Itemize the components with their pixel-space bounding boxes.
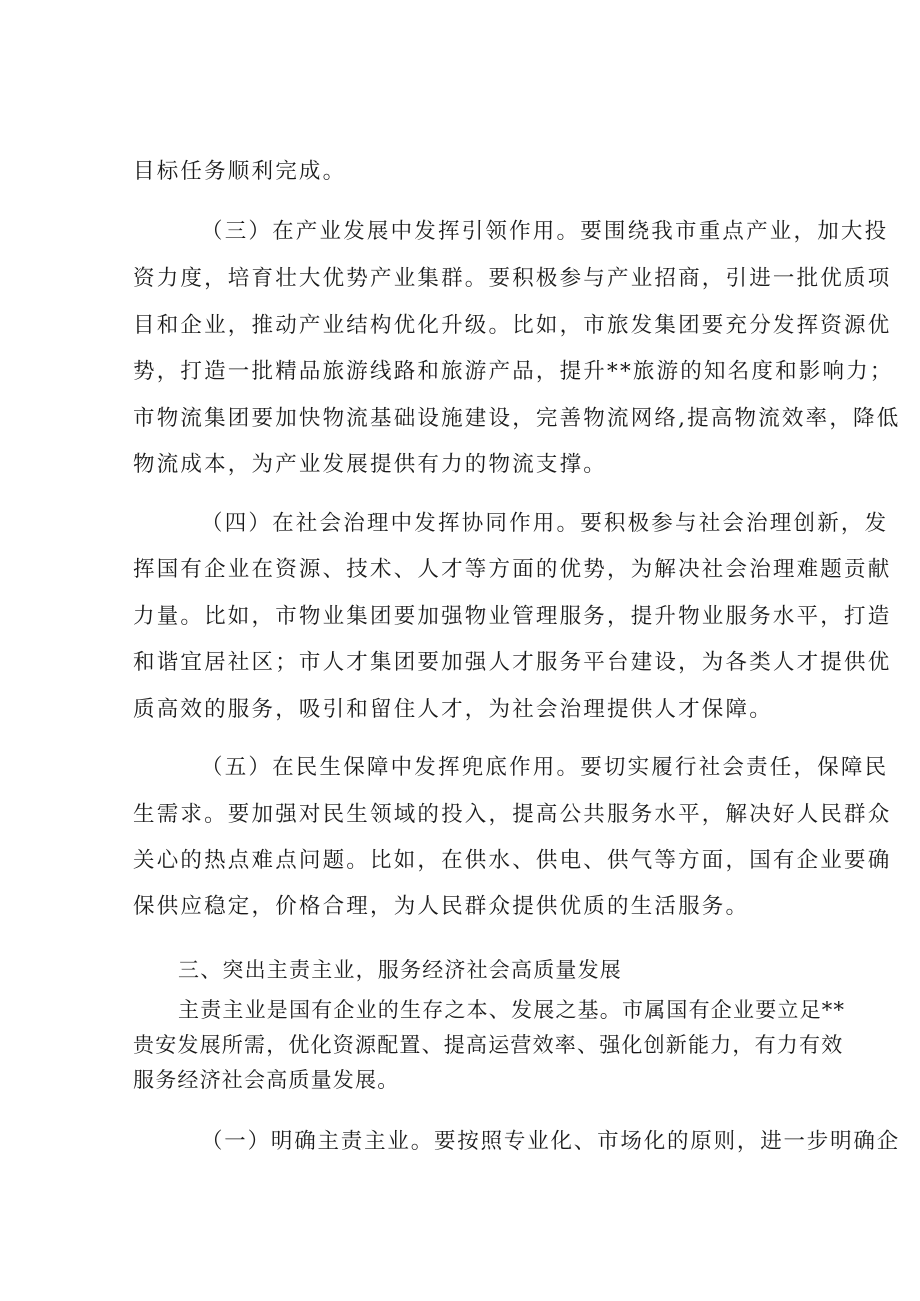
paragraph-line: （一）明确主责主业。要按照专业化、市场化的原则，进一步明确企 [201,1129,901,1154]
paragraph-line: 目标任务顺利完成。 [133,159,347,184]
paragraph-line: 生需求。要加强对民生领域的投入，提高公共服务水平，解决好人民群众 [133,802,892,827]
paragraph-line: （四）在社会治理中发挥协同作用。要积极参与社会治理创新，发 [201,511,889,536]
paragraph-line: （三）在产业发展中发挥引领作用。要围绕我市重点产业，加大投 [201,219,889,244]
paragraph-line: 目和企业，推动产业结构优化升级。比如，市旅发集团要充分发挥资源优 [133,313,892,338]
paragraph-line: 挥国有企业在资源、技术、人才等方面的优势，为解决社会治理难题贡献 [133,557,892,582]
paragraph-line: 贵安发展所需，优化资源配置、提高运营效率、强化创新能力，有力有效 [133,1033,844,1057]
paragraph-line: （五）在民生保障中发挥兜底作用。要切实履行社会责任，保障民 [201,755,889,780]
paragraph-line: 市物流集团要加快物流基础设施建设，完善物流网络,提高物流效率，降低 [133,406,901,431]
paragraph-line: 物流成本，为产业发展提供有力的物流支撑。 [133,452,608,477]
paragraph-line: 主责主业是国有企业的生存之本、发展之基。市属国有企业要立足** [178,998,846,1022]
section-heading: 三、突出主责主业，服务经济社会高质量发展 [178,958,622,982]
paragraph-line: 和谐宜居社区；市人才集团要加强人才服务平台建设，为各类人才提供优 [133,650,892,675]
paragraph-line: 力量。比如，市物业集团要加强物业管理服务，提升物业服务水平，打造 [133,604,892,629]
paragraph-line: 保供应稳定，价格合理，为人民群众提供优质的生活服务。 [133,894,750,919]
paragraph-line: 关心的热点难点问题。比如，在供水、供电、供气等方面，国有企业要确 [133,848,892,873]
paragraph-line: 服务经济社会高质量发展。 [133,1068,400,1092]
paragraph-line: 势，打造一批精品旅游线路和旅游产品，提升**旅游的知名度和影响力； [133,359,894,384]
paragraph-line: 质高效的服务，吸引和留住人才，为社会治理提供人才保障。 [133,697,773,722]
paragraph-line: 资力度，培育壮大优势产业集群。要积极参与产业招商，引进一批优质项 [133,266,892,291]
